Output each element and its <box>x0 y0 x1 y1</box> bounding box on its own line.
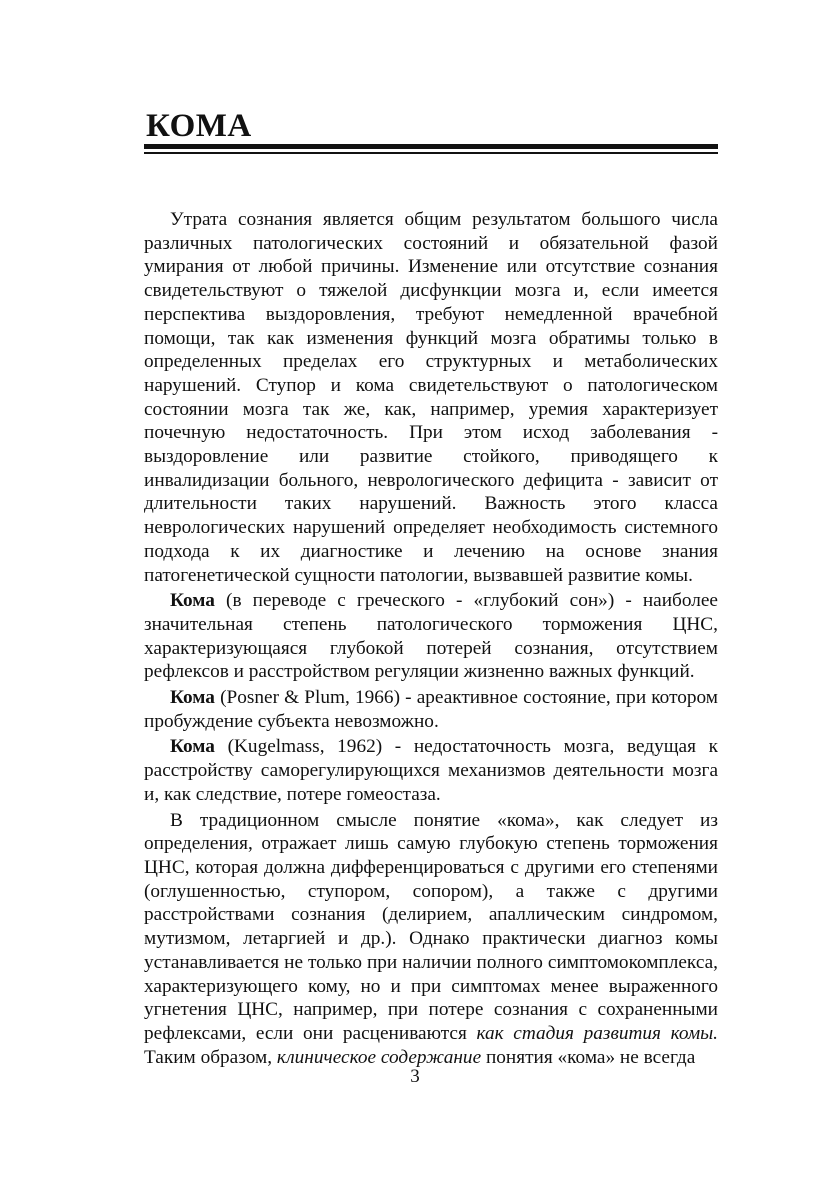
page-number: 3 <box>410 1066 420 1087</box>
paragraph-text: Таким образом, <box>144 1046 277 1068</box>
body-text <box>144 208 718 1069</box>
definition-text: (Posner & Plum, 1966) - ареактивное состояние, при котором пробуждение субъекта невозможно. <box>144 687 718 732</box>
paragraph-definition-kugelmass <box>144 735 718 806</box>
paragraph-text: В традиционном смысле понятие «кома», как следует из определения, отражает лишь самую глубокую степень торможения ЦНС, которая должна дифференцироваться с другими его степенями (оглушенностью, ступором, сопором), а также с другими расстройствами сознания (делирием, апаллическим синдромом, мутизмом, летаргией и др.). Однако практически диагноз комы устанавливается не только при наличии полного симптомокомплекса, характеризующего кому, но и при симптомах менее выраженного угнетения ЦНС, например, при потере сознания с сохраненными рефлексами, если они расцениваются <box>144 809 718 1044</box>
paragraph-traditional-meaning <box>144 809 718 1070</box>
paragraph-intro: Утрата сознания является общим результатом большого числа различных патологических состояний и обязательной фазой умирания от любой причины. Изменение или отсутствие сознания свидетельствуют о тяжелой дисфункции мозга и, если имеется перспектива выздоровления, требуют немедленной врачебной помощи, так как изменения функций мозга обратимы только в определенных пределах его структурных и метаболических нарушений. Ступор и кома свидетельствуют о патологическом состоянии мозга так же, как, например, уремия характеризует почечную недостаточность. При этом исход заболевания - выздоровление или развитие стойкого, приводящего к инвалидизации больного, неврологического дефицита - зависит от длительности таких нарушений. Важность этого класса неврологических нарушений определяет необходимость системного подхода к их диагностике и лечению на основе знания патогенетической сущности патологии, вызвавшей развитие комы. <box>144 209 718 586</box>
definition-text: (в переводе с греческого - «глубокий сон») - наиболее значительная степень патологического торможения ЦНС, характеризующаяся глубокой потерей сознания, отсутствием рефлексов и расстройством регуляции жизненно важных функций. <box>144 590 718 683</box>
title-rule-thick <box>144 144 718 149</box>
chapter-title: КОМА <box>146 108 252 144</box>
italic-phrase: как стадия развития комы. <box>476 1022 718 1044</box>
definition-term: Кома <box>170 687 215 709</box>
italic-phrase: клиническое содержание <box>276 1046 482 1068</box>
definition-term: Кома <box>170 590 215 612</box>
definition-term: Кома <box>170 736 215 758</box>
definition-text: (Kugelmass, 1962) - недостаточность мозга, ведущая к расстройству саморегулирующихся механизмов деятельности мозга и, как следствие, потере гомеостаза. <box>144 736 718 805</box>
paragraph-definition-greek <box>144 589 718 684</box>
paragraph-text: понятия «кома» не всегда <box>481 1046 696 1068</box>
title-rule-thin <box>144 152 718 154</box>
paragraph-definition-posner <box>144 686 718 733</box>
